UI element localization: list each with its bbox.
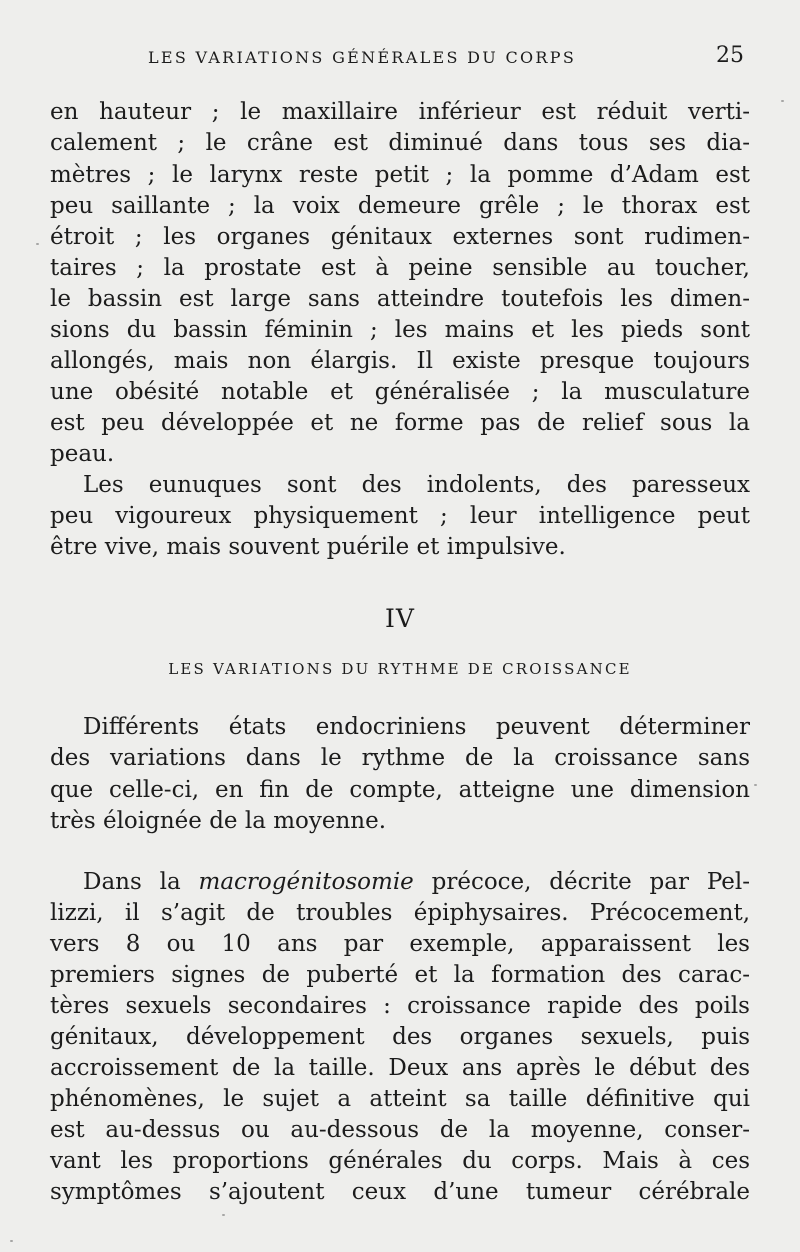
text-line: accroissement de la taille. Deux ans après le début des <box>50 1055 750 1081</box>
text-line: très éloignée de la moyenne. <box>50 808 387 834</box>
page-number: 25 <box>716 43 744 68</box>
text-line: des variations dans le rythme de la croissance sans <box>50 745 750 771</box>
text-line: vers 8 ou 10 ans par exemple, apparaissent les <box>50 931 750 957</box>
text-line: premiers signes de puberté et la formation des carac- <box>50 962 750 988</box>
text-line: sions du bassin féminin ; les mains et les pieds sont <box>50 317 750 343</box>
section-heading: LES VARIATIONS DU RYTHME DE CROISSANCE <box>168 660 632 678</box>
text-line: phénomènes, le sujet a atteint sa taille définitive qui <box>50 1086 750 1112</box>
running-head <box>0 40 800 74</box>
text-line: calement ; le crâne est diminué dans tous ses dia- <box>50 130 750 156</box>
text-line: génitaux, développement des organes sexuels, puis <box>50 1024 750 1050</box>
text-line: peau. <box>50 441 115 467</box>
text-line: en hauteur ; le maxillaire inférieur est réduit verti- <box>50 99 750 125</box>
text-line: mètres ; le larynx reste petit ; la pomme d’Adam est <box>50 162 750 188</box>
italic-term: macrogénitosomie <box>198 869 414 895</box>
text-line: est peu développée et ne forme pas de relief sous la <box>50 410 750 436</box>
text-line: est au-dessus ou au-dessous de la moyenne, conser- <box>50 1117 750 1143</box>
text-line: être vive, mais souvent puérile et impulsive. <box>50 534 566 560</box>
print-speck <box>754 784 757 786</box>
text-line: taires ; la prostate est à peine sensible au toucher, <box>50 255 750 281</box>
text-line: allongés, mais non élargis. Il existe presque toujours <box>50 348 750 374</box>
running-title: LES VARIATIONS GÉNÉRALES DU CORPS <box>148 48 577 67</box>
text-line-with-italic-term <box>83 867 750 897</box>
print-speck <box>781 100 784 102</box>
text-line: peu vigoureux physiquement ; leur intelligence peut <box>50 503 750 529</box>
text-run: précoce, décrite par Pel- <box>413 869 751 895</box>
text-line: que celle-ci, en fin de compte, atteigne une dimension <box>50 777 750 803</box>
text-line: symptômes s’ajoutent ceux d’une tumeur cérébrale <box>50 1179 750 1205</box>
text-line: une obésité notable et généralisée ; la musculature <box>50 379 750 405</box>
text-run: Dans la <box>83 869 199 895</box>
print-speck <box>222 1214 225 1216</box>
print-speck <box>36 243 39 245</box>
text-line: le bassin est large sans atteindre toutefois les dimen- <box>50 286 750 312</box>
text-line: peu saillante ; la voix demeure grêle ; le thorax est <box>50 193 750 219</box>
text-line: lizzi, il s’agit de troubles épiphysaires. Précocement, <box>50 900 750 926</box>
section-numeral: IV <box>385 604 415 633</box>
text-line: tères sexuels secondaires : croissance rapide des poils <box>50 993 750 1019</box>
text-line: Différents états endocriniens peuvent déterminer <box>83 714 750 740</box>
text-line: Les eunuques sont des indolents, des paresseux <box>83 472 750 498</box>
print-speck <box>10 1240 13 1242</box>
text-line: étroit ; les organes génitaux externes sont rudimen- <box>50 224 750 250</box>
text-line: vant les proportions générales du corps. Mais à ces <box>50 1148 750 1174</box>
